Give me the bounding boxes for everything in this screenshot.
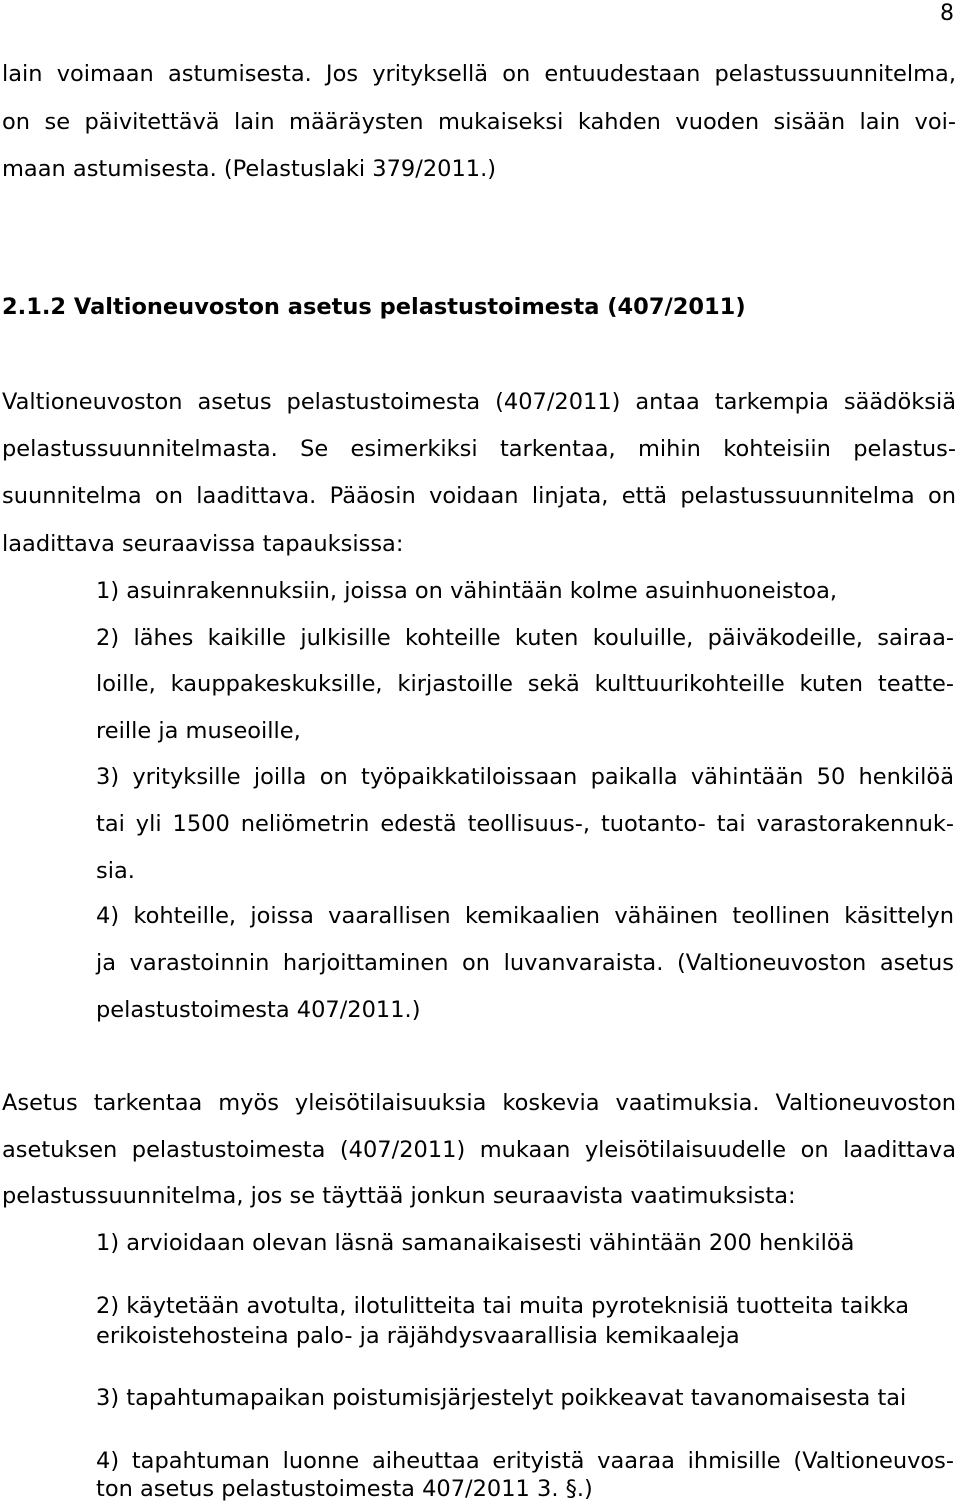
list-item: 3) yrityksille joilla on työpaikkatiloissaan paikalla vähintään 50 henkilöä (96, 764, 954, 790)
list-item: 4) tapahtuman luonne aiheuttaa erityistä vaaraa ihmisille (Valtioneuvos- (96, 1448, 954, 1474)
list-item: 2) lähes kaikille julkisille kohteille kuten kouluille, päiväkodeille, sairaa- (96, 625, 954, 651)
intro-line: on se päivitettävä lain määräysten mukaiseksi kahden vuoden sisään lain voi- (2, 109, 956, 135)
paragraph-line: suunnitelma on laadittava. Pääosin voidaan linjata, että pelastussuunnitelma on (2, 483, 956, 509)
list-item: 3) tapahtumapaikan poistumisjärjestelyt poikkeavat tavanomaisesta tai (96, 1385, 907, 1411)
list-item: pelastustoimesta 407/2011.) (96, 997, 421, 1023)
paragraph-line: pelastussuunnitelmasta. Se esimerkiksi tarkentaa, mihin kohteisiin pelastus- (2, 436, 956, 462)
list-item: 1) asuinrakennuksiin, joissa on vähintään kolme asuinhuoneistoa, (96, 578, 838, 604)
list-item: loille, kauppakeskuksille, kirjastoille sekä kulttuurikohteille kuten teatte- (96, 671, 954, 697)
list-item: sia. (96, 858, 135, 884)
paragraph-line: laadittava seuraavissa tapauksissa: (2, 531, 404, 557)
list-item: ja varastoinnin harjoittaminen on luvanvaraista. (Valtioneuvoston asetus (96, 950, 954, 976)
paragraph-line: pelastussuunnitelma, jos se täyttää jonkun seuraavista vaatimuksista: (2, 1183, 796, 1209)
intro-line: maan astumisesta. (Pelastuslaki 379/2011.) (2, 156, 497, 182)
list-item: 4) kohteille, joissa vaarallisen kemikaalien vähäinen teollinen käsittelyn (96, 903, 954, 929)
list-item: 2) käytetään avotulta, ilotulitteita tai muita pyroteknisiä tuotteita taikka (96, 1293, 910, 1319)
intro-line: lain voimaan astumisesta. Jos yrityksellä on entuudestaan pelastussuunnitelma, (2, 61, 956, 87)
list-item: ton asetus pelastustoimesta 407/2011 3. §.) (96, 1476, 593, 1502)
list-item: erikoistehosteina palo- ja räjähdysvaarallisia kemikaaleja (96, 1323, 740, 1349)
page-number: 8 (940, 1, 954, 26)
paragraph-line: Valtioneuvoston asetus pelastustoimesta (407/2011) antaa tarkempia säädöksiä (2, 389, 956, 415)
paragraph-line: asetuksen pelastustoimesta (407/2011) mukaan yleisötilaisuudelle on laadittava (2, 1137, 956, 1163)
list-item: 1) arvioidaan olevan läsnä samanaikaisesti vähintään 200 henkilöä (96, 1230, 855, 1256)
paragraph-line: Asetus tarkentaa myös yleisötilaisuuksia koskevia vaatimuksia. Valtioneuvoston (2, 1090, 956, 1116)
section-heading: 2.1.2 Valtioneuvoston asetus pelastustoimesta (407/2011) (2, 294, 746, 320)
list-item: tai yli 1500 neliömetrin edestä teollisuus-, tuotanto- tai varastorakennuk- (96, 811, 954, 837)
list-item: reille ja museoille, (96, 718, 301, 744)
